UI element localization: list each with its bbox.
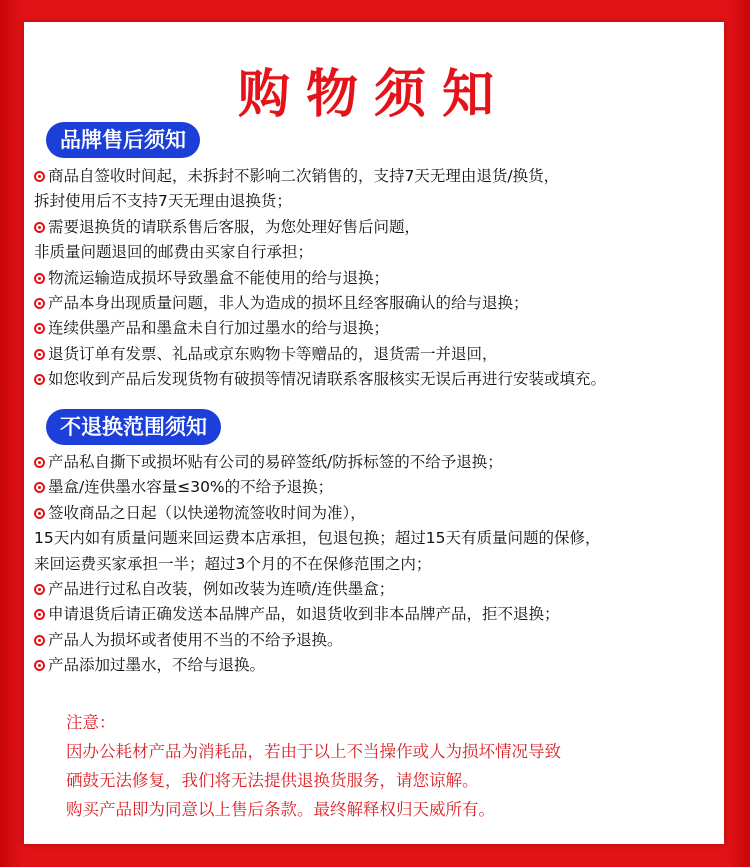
list-item: 需要退换货的请联系售后客服，为您处理好售后问题， 非质量问题退回的邮费由买家自行承担； — [34, 217, 421, 262]
list-item: 连续供墨产品和墨盒未自行加过墨水的给与退换； — [34, 316, 724, 341]
bullet-icon — [34, 273, 45, 284]
bullet-icon — [34, 635, 45, 646]
list-item: 产品进行过私自改装，例如改装为连喷/连供墨盒； — [34, 577, 724, 602]
section-heading-no-return: 不退换范围须知 — [46, 409, 221, 445]
no-return-list — [34, 450, 724, 679]
list-item: 商品自签收时间起，未拆封不影响二次销售的，支持7天无理由退货/换货， 拆封使用后不支持7天无理由退换货； — [34, 167, 560, 211]
bullet-icon — [34, 457, 45, 468]
list-item: 如您收到产品后发现货物有破损等情况请联系客服核实无误后再进行安装或填充。 — [34, 367, 724, 392]
bullet-icon — [34, 323, 45, 334]
bullet-icon — [34, 609, 45, 620]
bullet-icon — [34, 660, 45, 671]
list-item: 签收商品之日起（以快递物流签收时间为准）， 15天内如有质量问题来回运费本店承担，包退包换；超过15天有质量问题的保修， 来回运费买家承担一半；超过3个月的不在保修范围之内； — [34, 503, 601, 573]
section-heading-after-sales: 品牌售后须知 — [46, 122, 200, 158]
bullet-icon — [34, 508, 45, 519]
list-item: 产品私自撕下或损坏贴有公司的易碎签纸/防拆标签的不给予退换； — [34, 450, 724, 475]
notice-line: 因办公耗材产品为消耗品，若由于以上不当操作或人为损坏情况导致 — [66, 742, 561, 761]
bullet-icon — [34, 171, 45, 182]
bullet-icon — [34, 298, 45, 309]
list-item: 墨盒/连供墨水容量≤30%的不给予退换； — [34, 475, 724, 500]
notice-block — [66, 708, 706, 824]
after-sales-list — [34, 164, 724, 393]
bullet-icon — [34, 374, 45, 385]
list-item: 申请退货后请正确发送本品牌产品，如退货收到非本品牌产品，拒不退换； — [34, 602, 724, 627]
notice-card — [24, 22, 724, 844]
bullet-icon — [34, 482, 45, 493]
page-title: 购物须知 — [237, 65, 510, 125]
list-item: 产品添加过墨水，不给与退换。 — [34, 653, 724, 678]
notice-label: 注意： — [66, 713, 116, 732]
list-item: 产品本身出现质量问题，非人为造成的损坏且经客服确认的给与退换； — [34, 291, 724, 316]
notice-line: 购买产品即为同意以上售后条款。最终解释权归天威所有。 — [66, 800, 495, 819]
notice-line: 硒鼓无法修复，我们将无法提供退换货服务，请您谅解。 — [66, 771, 479, 790]
list-item: 物流运输造成损坏导致墨盒不能使用的给与退换； — [34, 266, 724, 291]
list-item: 产品人为损坏或者使用不当的不给予退换。 — [34, 628, 724, 653]
bullet-icon — [34, 349, 45, 360]
list-item: 退货订单有发票、礼品或京东购物卡等赠品的，退货需一并退回， — [34, 342, 724, 367]
bullet-icon — [34, 584, 45, 595]
bullet-icon — [34, 222, 45, 233]
